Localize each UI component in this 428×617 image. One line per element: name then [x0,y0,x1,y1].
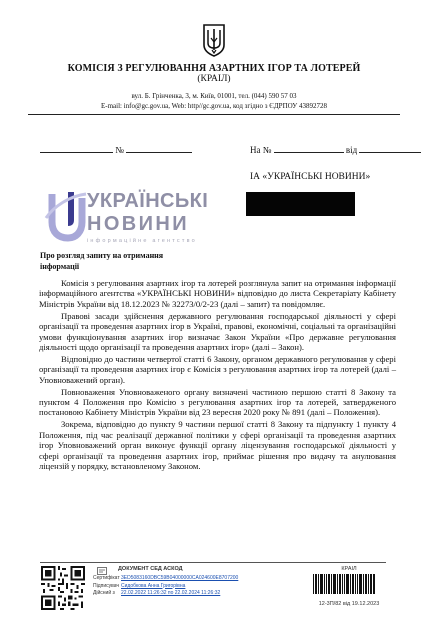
outgoing-registration-number: 12-3П/82 від 19.12.2023 [318,601,380,607]
footer-divider [40,562,386,563]
number-sign: № [115,145,124,155]
certificate-row [93,575,286,583]
reply-to-label: На № [250,145,272,155]
letter-subject: Про розгляд запиту на отримання інформації [40,251,164,271]
organization-address: вул. Б. Грінченка, 3, м. Київ, 01001, тел. (044) 590 57 03 [131,92,297,100]
logo-word-novyny: НОВИНИ [87,213,190,235]
certificate-label: Сертифікат [93,575,120,581]
reply-to-from-label: від [345,145,358,155]
logo-word-ukrainski: УКРАЇНСЬКІ [87,190,209,212]
body-paragraph-1: Комісія з регулювання азартних ігор та лотерей розглянула запит на отримання інформації інформаційного агентства «УКРАЇНСЬКІ НОВИНИ» відповідно до листа Секретаріату Кабінету Міністрів України від 18.12.2023 № 32273/0/2-23 (далі – запит) та повідомляє. [39,278,396,309]
reply-to-date-blank [359,145,421,153]
signature-doc-title: ДОКУМЕНТ СЕД АСКОД [118,566,183,572]
redaction-block [246,192,355,216]
validity-value: 22.02.2022 11:26:32 по 22.02.2024 11:26:32 [121,590,221,596]
letter-body [39,278,396,473]
barcode-org-label: КРАІЛ [341,566,357,572]
body-paragraph-2: Правові засади здійснення державного регулювання господарської діяльності у сфері організації та проведення азартних ігор в Україні, правові, економічні, соціальні та організаційні умови функціонування азартних ігор визначає Закон України «Про державне регулювання діяльності щодо організації та проведення азартних ігор» (далі – Закон). [39,310,396,352]
body-paragraph-5: Зокрема, відповідно до пункту 9 частини першої статті 8 Закону та підпункту 1 пункту 4 Положення, під час реалізації державної політики у сфері організації та проведення азартних ігор Уповноважений орган виконує функції органу ліцензування господарської діяльності у сфері організації та проведення азартних ігор, приймає рішення про видачу та анулювання ліцензій у порядку, встановленому Законом. [39,419,396,471]
validity-label: Дійсний з [93,590,115,596]
organization-contacts: E-mail: info@gc.gov.ua, Web: http//gc.gov.ua, код згідно з ЄДРПОУ 43892728 [100,102,327,110]
qr-code-icon [41,566,85,610]
reply-to-line [250,145,421,155]
logo-tagline: інформаційне агентство [87,238,197,244]
signer-row [93,583,286,591]
addressee: ІА «УКРАЇНСЬКІ НОВИНИ» [250,172,371,182]
trident-emblem-icon [201,23,227,58]
signer-label: Підписувач [93,582,119,589]
registration-barcode-block [313,566,385,607]
body-paragraph-4: Повноваження Уповноваженого органу визначені частиною першою статті 8 Закону та пунктом 4 Положення про Комісію з регулювання азартних ігор та лотерей, затвердженого постановою Кабінету Міністрів України від 23 вересня 2020 року № 891 (далі – Положення). [39,386,396,418]
body-paragraph-3: Відповідно до частини четвертої статті 6 Закону, органом державного регулювання у сфері організації та проведення азартних ігор є Комісія з регулювання азартних ігор та лотерей (далі – Уповноважений орган). [39,353,396,385]
validity-row [93,590,286,598]
reply-to-number-blank [274,145,344,153]
organization-title: КОМІСІЯ З РЕГУЛЮВАННЯ АЗАРТНИХ ІГОР ТА ЛОТЕРЕЙ [67,63,361,74]
header-divider [28,114,400,115]
outgoing-number-line [40,145,192,155]
organization-abbreviation: (КРАІЛ) [197,74,231,84]
outgoing-number-blank [126,145,192,153]
certificate-value: 3ED5083160DBC59B04000000CA024600E8707200 [121,575,239,581]
barcode-icon [313,574,375,594]
signer-value: Сидобкова Анна Григорівна [121,582,186,589]
electronic-signature-stamp [93,566,286,598]
outgoing-date-blank [40,145,113,153]
